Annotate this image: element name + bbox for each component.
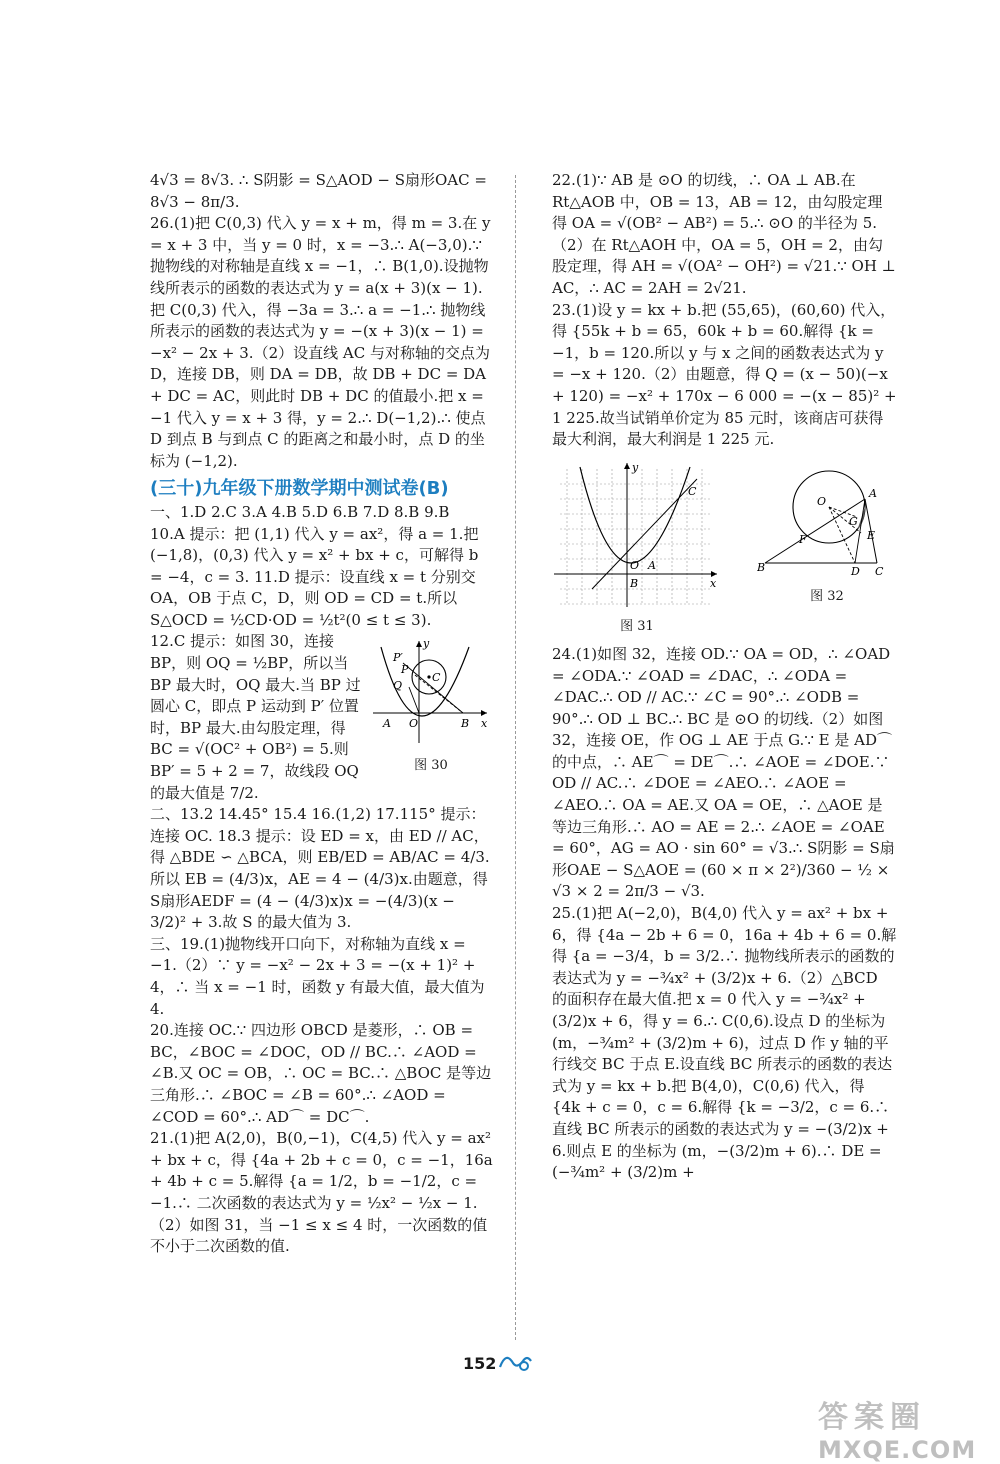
fig30-label-p: P bbox=[401, 663, 409, 677]
watermark bbox=[818, 1392, 988, 1464]
solution-23: 23.(1)设 y = kx + b.把 (55,65)，(60,60) 代入，得 {55k + b = 65，60k + b = 60.解得 {k = −1，b = 120.所以 y 与 x 之间的函数表达式为 y = −x + 120.（2）由题意，得 Q = (x − 50)(−x + 120) = −x² + 170x − 6 000 = −(x − 85)² + 1 225.故当试销单价定为 85 元时，该商店可获得最大利润，最大利润是 1 225 元. bbox=[552, 300, 897, 449]
solution-21: 21.(1)把 A(2,0)，B(0,−1)，C(4,5) 代入 y = ax² + bx + c，得 {4a + 2b + c = 0，c = −1，16a + 4b + c = 5.解得 {a = 1/2，b = −1/2，c = −1.∴ 二次函数的表达式为 y = ½x² − ½x − 1.（2）如图 31，当 −1 ≤ x ≤ 4 时，一次函数的值不小于二次函数的值. bbox=[150, 1129, 493, 1256]
fig32-label-b: B bbox=[757, 560, 766, 574]
fig32-label-o: O bbox=[817, 494, 827, 508]
fig30-label-o: O bbox=[409, 717, 419, 731]
figure-30 bbox=[367, 635, 495, 776]
solution-25: 25.(1)把 A(−2,0)，B(4,0) 代入 y = ax² + bx + 6，得 {4a − 2b + 6 = 0，16a + 4b + 6 = 0.解得 {a = −3/4，b = 3/2.∴ 抛物线所表示的函数的表达式为 y = −¾x² + (3/2)x + 6.（2）△BCD 的面积存在最大值.把 x = 0 代入 y = −¾x² + (3/2)x + 6，得 y = 6.∴ C(0,6).设点 D 的坐标为 (m，−¾m² + (3/2)m + 6)，过点 D 作 y 轴的平行线交 BC 于点 E.设直线 BC 所表示的函数的表达式为 y = kx + b.把 B(4,0)，C(0,6) 代入，得 {4k + c = 0，c = 6.解得 {k = −3/2，c = 6.∴ 直线 BC 所表示的函数的表达式为 y = −(3/2)x + 6.则点 E 的坐标为 (m，−(3/2)m + 6).∴ DE = (−¾m² + (3/2)m + bbox=[552, 904, 897, 1182]
fig32-label-f: F bbox=[799, 532, 807, 546]
fig31-label-b: B bbox=[630, 576, 639, 590]
figure-30-caption: 图 30 bbox=[414, 758, 448, 774]
test-heading: (三十)九年级下册数学期中测试卷(B) bbox=[150, 478, 449, 500]
fig30-label-q: Q bbox=[393, 679, 403, 693]
figure-31 bbox=[552, 459, 722, 638]
solution-10-11: 10.A 提示：把 (1,1) 代入 y = ax²，得 a = 1.把 (−1,8)，(0,3) 代入 y = x² + bx + c，可解得 b = −4，c = 3. 11.D 提示：设直线 x = t 分别交 OA，OB 于点 C，D，则 OD = CD = t.所以 S△OCD = ½CD·OD = ½t²(0 ≤ t ≤ 3). bbox=[150, 524, 479, 629]
section2-answers: 二、13.2 14.45° 15.4 16.(1,2) 17.115° 提示：连接 OC. 18.3 提示：设 ED = x，由 ED // AC，得 △BDE ∽ △BCA，则 EB/ED = AB/AC = 4/3.所以 EB = (4/3)x，AE = 4 − (4/3)x.由题意，得 S扇形AEDF = (4 − (4/3)x)x = −(4/3)(x − 3/2)² + 3.故 S 的最大值为 3. bbox=[150, 805, 490, 932]
fig31-label-y: y bbox=[632, 460, 639, 474]
watermark-logo-text: 答案圈 bbox=[818, 1400, 926, 1435]
left-column bbox=[150, 170, 495, 1258]
fig31-label-a: A bbox=[648, 558, 656, 572]
figure-32-diagram bbox=[757, 459, 897, 579]
solution-25-end: 4√3 = 8√3. ∴ S阴影 = S△AOD − S扇形OAC = 8√3 − 8π/3. bbox=[150, 171, 487, 211]
solution-22: 22.(1)∵ AB 是 ⊙O 的切线，∴ OA ⊥ AB.在 Rt△AOB 中，OB = 13，AB = 12，由勾股定理得 OA = √(OB² − AB²) = 5.∴ ⊙O 的半径为 5.（2）在 Rt△AOH 中，OA = 5，OH = 2，由勾股定理，得 AH = √(OA² − OH²) = √21.∵ OH ⊥ AC，∴ AC = 2AH = 2√21. bbox=[552, 171, 896, 297]
figure-30-diagram bbox=[369, 635, 493, 747]
fig30-label-b: B bbox=[461, 717, 470, 731]
solution-20: 20.连接 OC.∵ 四边形 OBCD 是菱形，∴ OB = BC，∠BOC = ∠DOC，OD // BC.∴ ∠AOD = ∠B.又 OC = OB，∴ OC = BC.∴ △BOC 是等边三角形.∴ ∠BOC = ∠B = 60°.∴ ∠AOD = ∠COD = 60°.∴ AD⌒ = DC⌒. bbox=[150, 1021, 492, 1126]
fig32-label-g: G bbox=[849, 514, 858, 528]
section1-answers: 一、1.D 2.C 3.A 4.B 5.D 6.B 7.D 8.B 9.B bbox=[150, 502, 450, 521]
fig31-label-x: x bbox=[710, 576, 717, 590]
fig31-label-c: C bbox=[688, 484, 697, 498]
figure-32 bbox=[757, 459, 897, 638]
figure-31-caption: 图 31 bbox=[620, 619, 654, 635]
fig30-label-x: x bbox=[481, 717, 488, 731]
solution-12: 12.C 提示：如图 30，连接 BP，则 OQ = ½BP，所以当 BP 最大时，OQ 最大.当 BP 过圆心 C，即点 P 运动到 P′ 位置时，BP 最大.由勾股定理，得 BC = √(OC² + OB²) = 5.则 BP′ = 5 + 2 = 7，故线段 OQ 的最大值是 7/2. bbox=[150, 632, 361, 802]
fig30-label-a: A bbox=[383, 717, 391, 731]
page-number: 152 bbox=[463, 1354, 497, 1373]
fig32-label-e: E bbox=[867, 528, 876, 542]
fig31-label-o: O bbox=[630, 558, 640, 572]
fig30-label-c: C bbox=[432, 671, 441, 685]
watermark-url: MXQE.COM bbox=[818, 1436, 977, 1464]
solution-24: 24.(1)如图 32，连接 OD.∵ OA = OD，∴ ∠OAD = ∠ODA.∵ ∠OAD = ∠DAC，∴ ∠ODA = ∠DAC.∴ OD // AC.∵ ∠C = 90°.∴ ∠ODB = 90°.∴ OD ⊥ BC.∴ BC 是 ⊙O 的切线.（2）如图 32，连接 OE，作 OG ⊥ AE 于点 G.∵ E 是 AD⌒ 的中点，∴ AE⌒ = DE⌒.∴ ∠AOE = ∠DOE.∵ OD // AC.∴ ∠DOE = ∠AEO.∴ ∠AOE = ∠AEO.∴ OA = AE.又 OA = OE，∴ △AOE 是等边三角形.∴ AO = AE = 2.∴ ∠AOE = ∠OAE = 60°，AG = AO · sin 60° = √3.∴ S阴影 = S扇形OAE − S△AOE = (60 × π × 2²)/360 − ½ × √3 × 2 = 2π/3 − √3. bbox=[552, 644, 895, 901]
fig32-label-a: A bbox=[869, 486, 877, 500]
page-ornament-icon bbox=[497, 1349, 533, 1373]
fig30-label-p-prime: P′ bbox=[393, 651, 403, 665]
column-divider bbox=[515, 175, 516, 1340]
solution-19: 三、19.(1)抛物线开口向下，对称轴为直线 x = −1.（2）∵ y = −x² − 2x + 3 = −(x + 1)² + 4，∴ 当 x = −1 时，函数 y 有最大值，最大值为 4. bbox=[150, 934, 485, 1018]
figure-32-caption: 图 32 bbox=[810, 589, 844, 605]
solution-26: 26.(1)把 C(0,3) 代入 y = x + m，得 m = 3.在 y = x + 3 中，当 y = 0 时，x = −3.∴ A(−3,0).∵ 抛物线的对称轴是直线 x = −1，∴ B(1,0).设抛物线所表示的函数的表达式为 y = a(x + 3)(x − 1).把 C(0,3) 代入，得 −3a = 3.∴ a = −1.∴ 抛物线所表示的函数的表达式为 y = −(x + 3)(x − 1) = −x² − 2x + 3.（2）设直线 AC 与对称轴的交点为 D，连接 DB，则 DA = DB，故 DB + DC = DA + DC = AC，则此时 DB + DC 的值最小.把 x = −1 代入 y = x + 3 得，y = 2.∴ D(−1,2).∴ 使点 D 到点 B 与到点 C 的距离之和最小时，点 D 的坐标为 (−1,2). bbox=[150, 214, 491, 470]
fig32-label-c: C bbox=[875, 564, 884, 578]
fig32-label-d: D bbox=[851, 564, 860, 578]
right-column bbox=[552, 170, 897, 1184]
fig30-label-y: y bbox=[423, 637, 430, 651]
figure-31-diagram bbox=[552, 459, 722, 609]
figures-row bbox=[552, 459, 897, 638]
